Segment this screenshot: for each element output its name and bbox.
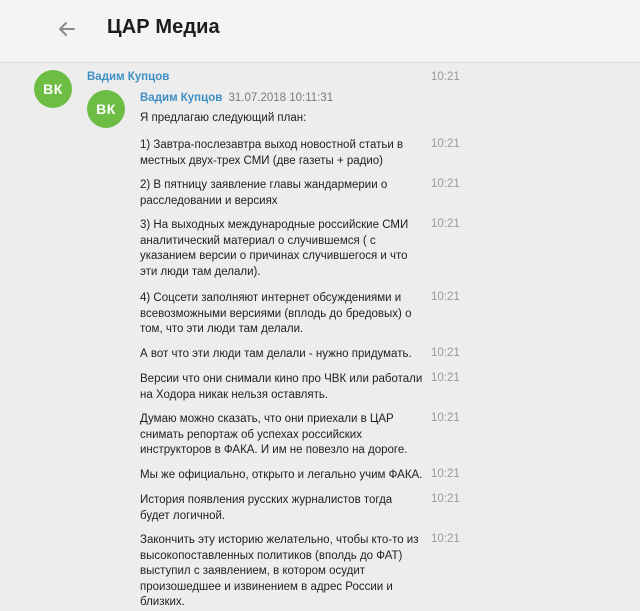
chat-header [0,0,640,63]
forwarded-sender-name[interactable]: Вадим Купцов [140,92,223,104]
arrow-left-icon [58,21,76,37]
message-time: 10:21 [431,218,460,230]
forwarded-intro-text: Я предлагаю следующий план: [140,112,307,124]
message-time: 10:21 [431,178,460,190]
message-text: А вот что эти люди там делали - нужно придумать. [140,348,412,360]
message-time: 10:21 [431,412,460,424]
message-time: 10:21 [431,493,460,505]
message-text: Мы же официально, открыто и легально учим ФАКА. [140,469,423,481]
back-button[interactable] [54,16,80,42]
message-time: 10:21 [431,291,460,303]
chat-title: ЦАР Медиа [107,16,220,38]
forwarded-header [140,92,333,104]
message-time: 10:21 [431,533,460,545]
message-time: 10:21 [431,347,460,359]
message-text: 1) Завтра-послезавтра выход новостной статьи в местных двух-трех СМИ (две газеты + радио) [140,139,404,167]
message-text: Закончить эту историю желательно, чтобы кто-то из высокопоставленных политиков (вполдь до ФАТ) выступил с заявлением, в котором осудит произошедшее и извинением в адрес России и близких. [140,534,419,609]
forwarded-avatar[interactable]: ВК [87,90,125,128]
message-time: 10:21 [431,138,460,150]
message-list [0,62,640,611]
message-text: Версии что они снимали кино про ЧВК или работали на Ходора никак нельзя оставлять. [140,373,423,401]
message-text: 2) В пятницу заявление главы жандармерии о расследовании и версиях [140,179,388,207]
avatar[interactable]: ВК [34,70,72,108]
message-text: История появления русских журналистов тогда будет логичной. [140,494,393,522]
message-time: 10:21 [431,468,460,480]
message-time: 10:21 [431,71,460,83]
message-text: 4) Соцсети заполняют интернет обсуждениями и всевозможными версиями (вплодь до бредовых) о том, что эти люди там делали. [140,292,412,336]
sender-name[interactable]: Вадим Купцов [87,71,170,83]
message-time: 10:21 [431,372,460,384]
message-text: Думаю можно сказать, что они приехали в ЦАР снимать репортаж об успехах российских инструкторов в ФАКА. И им не повезло на дороге. [140,413,408,457]
message-text: 3) На выходных международные российские СМИ аналитический материал о случившемся ( с указанием версии о причинах случившегося и что эти люди там делали). [140,219,409,278]
forwarded-date: 31.07.2018 10:11:31 [228,92,334,104]
